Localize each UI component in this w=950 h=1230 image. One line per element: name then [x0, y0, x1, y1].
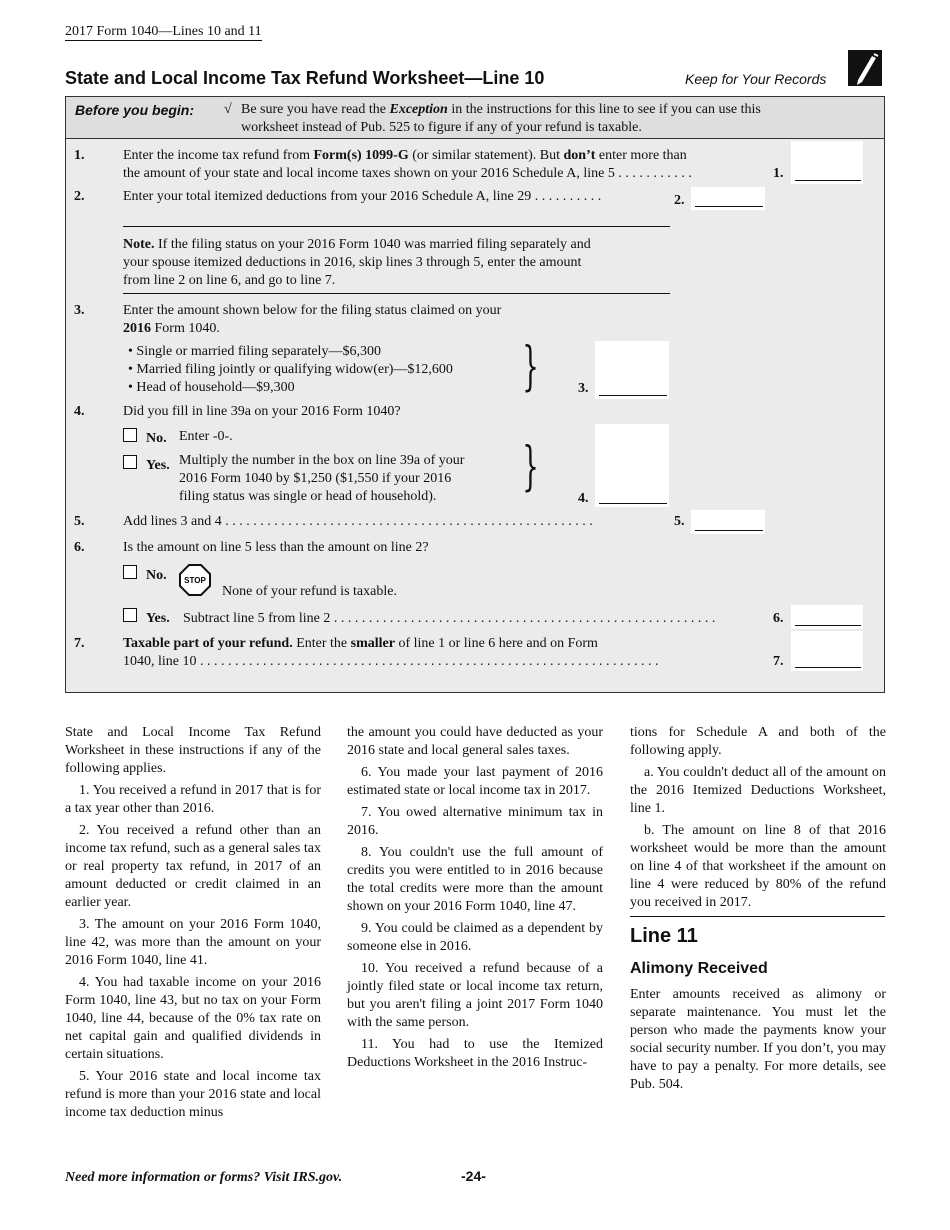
running-head: 2017 Form 1040—Lines 10 and 11 [65, 24, 262, 39]
line-label: 1. [773, 166, 784, 181]
paragraph: tions for Schedule A and both of the following apply. [630, 725, 886, 758]
paragraph: 3. The amount on your 2016 Form 1040, line 42, was more than the amount on your 2016 Form 1040, line 41. [65, 917, 321, 968]
line-number: 4. [74, 404, 85, 419]
line-11-heading: Line 11 [630, 925, 698, 947]
line-number: 1. [74, 148, 85, 163]
paragraph: 6. You made your last payment of 2016 estimated state or local income tax in 2017. [347, 765, 603, 798]
no-label: No. [146, 568, 167, 583]
line-label: 4. [578, 491, 589, 506]
brace-icon: } [522, 437, 539, 497]
stop-text: None of your refund is taxable. [222, 584, 397, 599]
paragraph: a. You couldn't deduct all of the amount on the 2016 Itemized Deductions Worksheet, line 1. [630, 765, 886, 816]
paragraph: 10. You received a refund because of a jointly filed state or local income tax return, but you aren't filing a joint 2017 Form 1040 with the same person. [347, 961, 603, 1030]
keep-for-records: Keep for Your Records [685, 71, 827, 87]
line-2-text: Enter your total itemized deductions from your 2016 Schedule A, line 29 . . . . . . . . . . [123, 189, 602, 204]
no-text: Enter -0-. [179, 429, 233, 444]
before-you-begin [66, 97, 884, 139]
alimony-subheading: Alimony Received [630, 960, 768, 977]
yes-label: Yes. [146, 458, 170, 473]
filing-status-bullet: • Married filing jointly or qualifying widow(er)—$12,600 [128, 362, 453, 377]
alimony-text: Enter amounts received as alimony or separate maintenance. You must let the person who made the payments know your social security number. If you don’t, you may have to pay a penalty. For more details, see Pub. 504. [630, 987, 886, 1092]
before-text-2: worksheet instead of Pub. 525 to figure if any of your refund is taxable. [241, 120, 642, 135]
line-number: 7. [74, 636, 85, 651]
paragraph: 1. You received a refund in 2017 that is for a tax year other than 2016. [65, 783, 321, 816]
note-line-1: Note. If the filing status on your 2016 Form 1040 was married filing separately and [123, 237, 591, 252]
filing-status-bullet: • Head of household—$9,300 [128, 380, 295, 395]
line-number: 6. [74, 540, 85, 555]
line-1-input[interactable] [791, 141, 863, 184]
line-label: 6. [773, 611, 784, 626]
column-3 [630, 724, 886, 916]
line-4-input[interactable] [595, 424, 669, 507]
line-6-text: Is the amount on line 5 less than the amount on line 2? [123, 540, 429, 555]
line-5-text: Add lines 3 and 4 . . . . . . . . . . . . . . . . . . . . . . . . . . . . . . . . . . . . . . . . . . . . . . . . . . . . . [123, 514, 593, 529]
note-line-3: from line 2 on line 6, and go to line 7. [123, 273, 336, 288]
section-rule [630, 916, 885, 917]
svg-text:STOP: STOP [184, 576, 206, 585]
paragraph: State and Local Income Tax Refund Worksheet in these instructions if any of the following applies. [65, 725, 321, 776]
paragraph: 9. You could be claimed as a dependent by someone else in 2016. [347, 921, 603, 954]
before-label: Before you begin: [75, 102, 195, 118]
no-label: No. [146, 431, 167, 446]
line-5-input[interactable] [691, 510, 765, 534]
stop-icon [179, 564, 211, 596]
line-label: 5. [674, 514, 685, 529]
column-1 [65, 724, 321, 1126]
yes-text: Subtract line 5 from line 2 . . . . . . . . . . . . . . . . . . . . . . . . . . . . . . . . . . . . . . . . . . . . . . . . . . . . . . . [183, 611, 716, 626]
note-line-2: your spouse itemized deductions in 2016, skip lines 3 through 5, enter the amount [123, 255, 582, 270]
note-top-rule [123, 226, 670, 227]
yes-label: Yes. [146, 611, 170, 626]
yes-text-2: 2016 Form 1040 by $1,250 ($1,550 if your 2016 [179, 471, 452, 486]
paragraph: 8. You couldn't use the full amount of credits you were entitled to in 2016 because the total credits were more than the amount shown on your 2016 Form 1040, line 47. [347, 845, 603, 914]
paragraph: b. The amount on line 8 of that 2016 worksheet would be more than the amount on line 4 of that worksheet if the amount on line 4 were reduced by 80% of the refund you received in 2017. [630, 823, 886, 910]
line-3-text: Enter the amount shown below for the filing status claimed on your [123, 303, 502, 318]
line-1-text: Enter the income tax refund from Form(s) 1099-G (or similar statement). But don’t enter more than [123, 148, 687, 163]
worksheet-title: State and Local Income Tax Refund Worksheet—Line 10 [65, 68, 545, 88]
line-label: 2. [674, 193, 685, 208]
yes-text-1: Multiply the number in the box on line 39a of your [179, 453, 465, 468]
line-6-input[interactable] [791, 605, 863, 629]
column-2 [347, 724, 603, 1076]
line-6-no-checkbox[interactable] [123, 565, 137, 579]
line-4-yes-checkbox[interactable] [123, 455, 137, 469]
page-number: -24- [461, 1168, 486, 1184]
worksheet [65, 96, 885, 693]
paragraph: the amount you could have deducted as your 2016 state and local general sales taxes. [347, 725, 603, 758]
line-7-text: Taxable part of your refund. Enter the smaller of line 1 or line 6 here and on Form [123, 636, 598, 651]
line-7-text-2: 1040, line 10 . . . . . . . . . . . . . . . . . . . . . . . . . . . . . . . . . . . . . . . . . . . . . . . . . . . . . . . . . . . . . . . . . . [123, 654, 659, 669]
line-4-no-checkbox[interactable] [123, 428, 137, 442]
paragraph: 2. You received a refund other than an income tax refund, such as a general sales tax or real property tax refund, in 2017 of an amount deducted or credit claimed in an earlier year. [65, 823, 321, 910]
paragraph: 7. You owed alternative minimum tax in 2016. [347, 805, 603, 838]
line-6-yes-checkbox[interactable] [123, 608, 137, 622]
footer-note: Need more information or forms? Visit IRS.gov. [65, 1170, 343, 1185]
line-label: 7. [773, 654, 784, 669]
paragraph: 11. You had to use the Itemized Deductions Worksheet in the 2016 Instruc- [347, 1037, 603, 1070]
line-number: 2. [74, 189, 85, 204]
line-7-input[interactable] [791, 631, 863, 671]
note-bottom-rule [123, 293, 670, 294]
paragraph: 4. You had taxable income on your 2016 Form 1040, line 43, but no tax on your Form 1040, line 44, because of the 0% tax rate on net capital gain and qualified dividends in certain situations. [65, 975, 321, 1062]
check-icon: √ [224, 102, 232, 117]
line-3-input[interactable] [595, 341, 669, 399]
line-3-text-2: 2016 Form 1040. [123, 321, 220, 336]
paragraph: 5. Your 2016 state and local income tax refund is more than your 2016 state and local income tax deduction minus [65, 1069, 321, 1120]
line-number: 3. [74, 303, 85, 318]
line-2-input[interactable] [691, 187, 765, 210]
line-label: 3. [578, 381, 589, 396]
before-text-1: Be sure you have read the Exception in the instructions for this line to see if you can use this [241, 102, 761, 117]
line-number: 5. [74, 514, 85, 529]
yes-text-3: filing status was single or head of household). [179, 489, 437, 504]
line-1-text-2: the amount of your state and local income taxes shown on your 2016 Schedule A, line 5 . . . . . . . . . . . [123, 166, 692, 181]
pencil-icon [848, 50, 882, 86]
brace-icon: } [522, 337, 539, 397]
line-4-text: Did you fill in line 39a on your 2016 Form 1040? [123, 404, 401, 419]
filing-status-bullet: • Single or married filing separately—$6,300 [128, 344, 381, 359]
